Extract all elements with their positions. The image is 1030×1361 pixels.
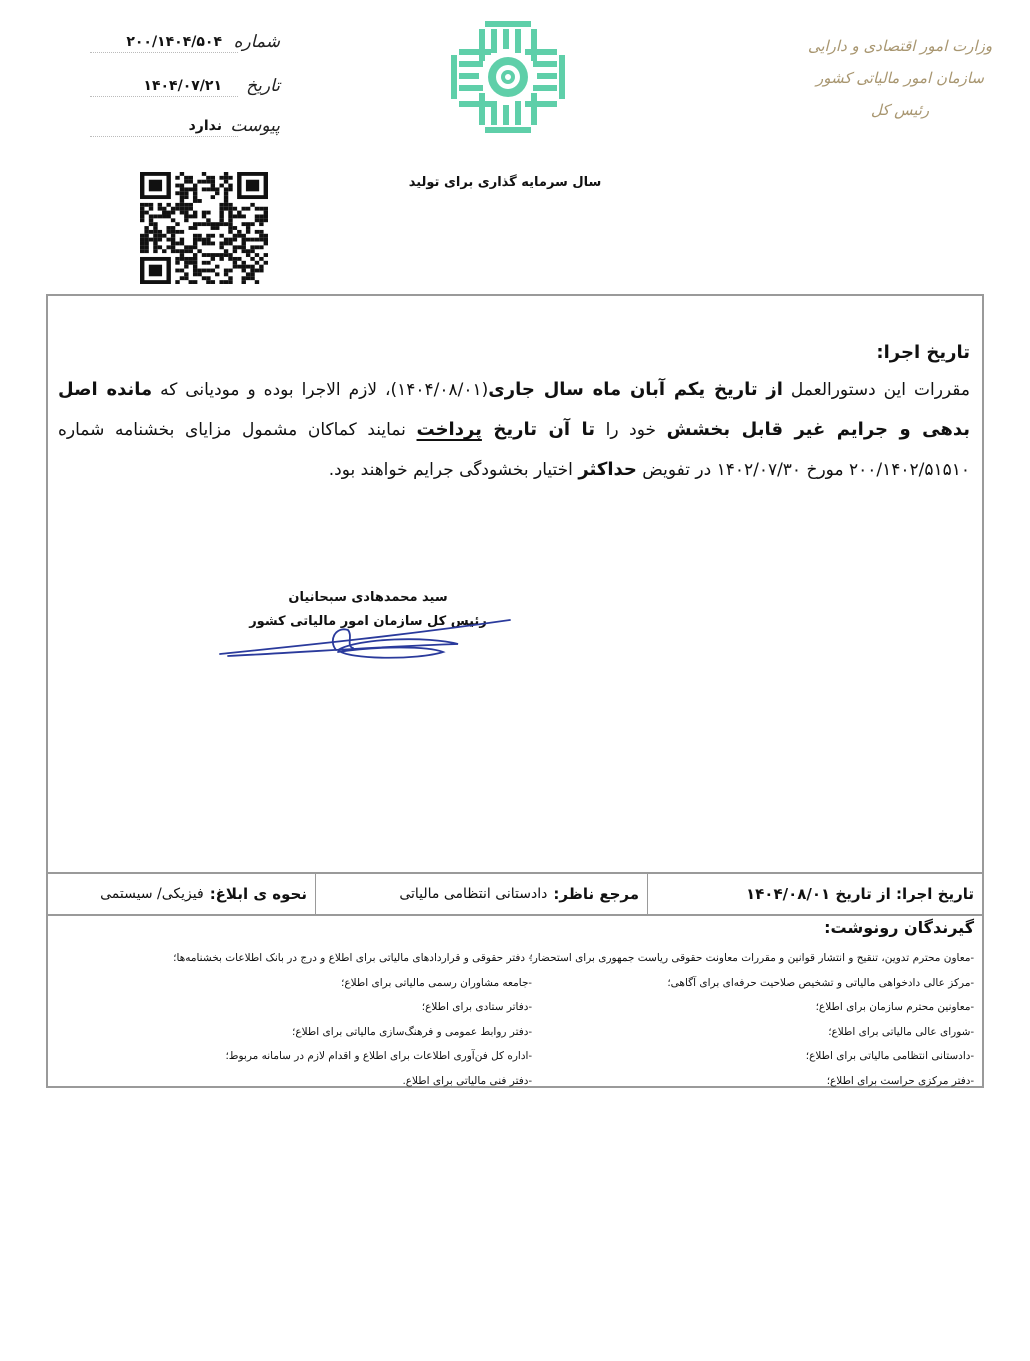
supervisory-authority-value: دادستانی انتظامی مالیاتی: [399, 886, 548, 902]
cc-item: -جامعه مشاوران رسمی مالیاتی برای اطلاع؛: [341, 976, 532, 989]
cc-item: - دفتر حقوقی و قراردادهای مالیاتی برای اطلاع و درج در بانک اطلاعات بخشنامه‌ها؛: [173, 952, 532, 964]
body-paragraph: [58, 370, 970, 490]
dotted-line: [90, 136, 238, 137]
handwritten-signature: [218, 616, 518, 666]
letter-meta: [90, 30, 290, 158]
bold-run: حداکثر: [578, 459, 637, 480]
document-frame: [46, 294, 984, 1088]
letter-attachment-label: پیوست: [230, 116, 280, 136]
dotted-line: [90, 96, 238, 97]
text-run: خود را: [595, 420, 667, 440]
document-body: [58, 336, 970, 490]
ministry-line: وزارت امور اقتصادی و دارایی: [807, 37, 993, 55]
dotted-line: [90, 52, 238, 53]
cc-item: -اداره کل فن‌آوری اطلاعات برای اطلاع و اقدام لازم در سامانه مربوط؛: [225, 1050, 532, 1062]
section-title: تاریخ اجرا:: [876, 342, 970, 363]
letter-attachment-value: ندارد: [185, 118, 226, 134]
cc-item: -دفتر روابط عمومی و فرهنگ‌سازی مالیاتی برای اطلاع؛: [292, 1025, 532, 1038]
cc-item: -مرکز عالی دادخواهی مالیاتی و تشخیص صلاحیت حرفه‌ای برای آگاهی؛: [667, 976, 974, 989]
year-slogan: سال سرمایه گذاری برای تولید: [408, 175, 602, 190]
supervisory-authority-label: مرجع ناظر:: [553, 885, 639, 903]
text-run: مقررات این دستورالعمل: [782, 380, 970, 400]
signatory-title: رئیس کل سازمان امور مالیاتی کشور: [249, 614, 487, 629]
cc-column-left: [52, 946, 532, 1093]
qr-code-icon: [140, 172, 268, 284]
execution-date-value: از تاریخ ۱۴۰۴/۰۸/۰۱: [745, 885, 891, 903]
bold-run: تا آن تاریخ: [481, 419, 596, 440]
letter-date-label: تاریخ: [246, 76, 280, 96]
cc-item: -دادستانی انتظامی مالیاتی برای اطلاع؛: [805, 1050, 974, 1062]
letter-date-row: [90, 74, 290, 114]
cc-recipients-title: گیرندگان رونوشت:: [824, 918, 974, 937]
bold-run: مانده اصل بدهی و جرایم غیر قابل بخشش: [58, 379, 970, 440]
execution-date-cell: [648, 874, 982, 914]
organization-line: سازمان امور مالیاتی کشور: [816, 69, 984, 87]
cc-item: -معاونین محترم سازمان برای اطلاع؛: [815, 1001, 974, 1013]
notification-method-cell: [48, 874, 316, 914]
letter-attachment-row: [90, 114, 290, 158]
cc-item: -شورای عالی مالیاتی برای اطلاع؛: [828, 1025, 974, 1038]
bold-run: از تاریخ یکم آبان ماه سال جاری: [488, 379, 783, 400]
underlined-run: پرداخت: [416, 419, 482, 440]
notification-method-value: فیزیکی/ سیستمی: [100, 886, 204, 902]
supervisory-authority-cell: [316, 874, 648, 914]
cc-item: -دفتر مرکزی حراست برای اطلاع؛: [826, 1074, 974, 1087]
ministry-heading: [800, 30, 1000, 126]
cc-item: -معاون محترم تدوین، تنقیح و انتشار قوانین و مقررات معاونت حقوقی ریاست جمهوری برای استحضار؛: [529, 952, 974, 964]
execution-date-label: تاریخ اجرا:: [896, 885, 974, 903]
text-run: (۱۴۰۴/۰۸/۰۱)، لازم الاجرا بوده و مودیانی که: [152, 380, 489, 400]
letter-number-value: ۲۰۰/۱۴۰۴/۵۰۴: [122, 34, 226, 50]
notification-method-label: نحوه ی ابلاغ:: [209, 885, 307, 903]
info-row: [48, 872, 982, 916]
cc-column-right: [529, 946, 974, 1093]
tax-organization-logo: [448, 18, 568, 136]
cc-item: -دفتر فنی مالیاتی برای اطلاع.: [402, 1074, 532, 1087]
letter-date-value: ۱۴۰۴/۰۷/۲۱: [139, 78, 226, 94]
text-run: نمایند کماکان مشمول مزایای بخشنامه شماره ۲۰۰/۱۴۰۲/۵۱۵۱۰ مورخ ۱۴۰۲/۰۷/۳۰ در تفویض: [58, 420, 970, 480]
letter-number-row: [90, 30, 290, 74]
head-title-line: رئیس کل: [870, 101, 930, 119]
text-run: اختیار بخشودگی جرایم خواهند بود.: [328, 460, 579, 480]
letter-number-label: شماره: [233, 32, 280, 52]
cc-item: -دفاتر ستادی برای اطلاع؛: [421, 1001, 532, 1013]
signatory-name: سید محمدهادی سبحانیان: [288, 590, 448, 605]
